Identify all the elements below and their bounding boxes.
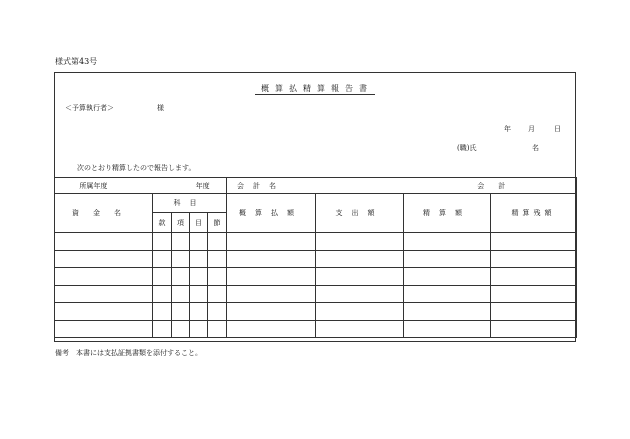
table-cell-setsu: [208, 285, 227, 303]
table-cell-kan: [153, 233, 172, 251]
date-day-label: 日: [554, 125, 561, 133]
advance-amount-header: 概算払額: [227, 194, 316, 233]
table-cell-expense: [316, 250, 404, 268]
table-cell-fund: [55, 285, 153, 303]
table-cell-balance: [491, 268, 577, 286]
table-cell-advance: [227, 320, 316, 338]
table-cell-advance: [227, 268, 316, 286]
table-cell-fund: [55, 233, 153, 251]
table-cell-setsu: [208, 303, 227, 321]
date-month-label: 月: [528, 125, 535, 133]
remarks-text: 備考 本書には支払証拠書類を添付すること。: [55, 349, 202, 357]
table-cell-advance: [227, 233, 316, 251]
table-row: [55, 268, 577, 286]
table-cell-fund: [55, 268, 153, 286]
table-cell-expense: [316, 285, 404, 303]
table-cell-advance: [227, 285, 316, 303]
table-cell-kou: [172, 285, 190, 303]
honorific-label: 様: [157, 104, 164, 112]
table-cell-kou: [172, 233, 190, 251]
table-cell-setsu: [208, 320, 227, 338]
table-cell-settle: [404, 233, 491, 251]
settlement-amount-header: 精算額: [404, 194, 491, 233]
setsu-header: 節: [208, 213, 227, 233]
table-cell-settle: [404, 268, 491, 286]
table-cell-balance: [491, 320, 577, 338]
table-cell-settle: [404, 320, 491, 338]
table-cell-expense: [316, 268, 404, 286]
date-year-label: 年: [504, 125, 511, 133]
fund-name-header: 資金名: [55, 194, 153, 233]
subject-header: 科目: [153, 194, 227, 213]
fiscal-year-unit: 年度: [195, 181, 210, 190]
table-cell-balance: [491, 250, 577, 268]
report-form: [54, 72, 576, 342]
table-header-row-1: [55, 178, 577, 194]
account-name-label: 会計名: [237, 181, 286, 190]
expense-amount-header: 支出額: [316, 194, 404, 233]
table-cell-advance: [227, 250, 316, 268]
table-cell-expense: [316, 233, 404, 251]
report-table: [54, 177, 577, 338]
table-cell-kou: [172, 250, 190, 268]
table-cell-setsu: [208, 233, 227, 251]
table-cell-kan: [153, 250, 172, 268]
kan-header: 款: [153, 213, 172, 233]
table-cell-moku: [190, 268, 208, 286]
table-row: [55, 320, 577, 338]
table-cell-balance: [491, 233, 577, 251]
table-body: [55, 233, 577, 338]
table-cell-moku: [190, 233, 208, 251]
table-row: [55, 233, 577, 251]
table-cell-balance: [491, 285, 577, 303]
table-cell-setsu: [208, 250, 227, 268]
table-cell-kan: [153, 268, 172, 286]
fiscal-year-label: 所属年度: [79, 181, 108, 190]
account-name-cell: [227, 178, 577, 194]
table-cell-kou: [172, 320, 190, 338]
table-cell-setsu: [208, 268, 227, 286]
table-cell-expense: [316, 320, 404, 338]
report-title: 概算払精算報告書: [55, 83, 575, 94]
balance-amount-header: 精算残額: [491, 194, 577, 233]
table-cell-kan: [153, 303, 172, 321]
table-cell-moku: [190, 250, 208, 268]
table-row: [55, 250, 577, 268]
form-number: 様式第43号: [55, 57, 98, 66]
table-cell-kou: [172, 303, 190, 321]
moku-header: 目: [190, 213, 208, 233]
table-cell-expense: [316, 303, 404, 321]
table-cell-balance: [491, 303, 577, 321]
table-header-row-2: [55, 194, 577, 213]
table-cell-moku: [190, 303, 208, 321]
table-cell-settle: [404, 250, 491, 268]
table-cell-moku: [190, 285, 208, 303]
table-cell-kou: [172, 268, 190, 286]
kou-header: 項: [172, 213, 190, 233]
addressee-label: ＜予算執行者＞: [65, 104, 114, 112]
table-cell-advance: [227, 303, 316, 321]
table-cell-kan: [153, 285, 172, 303]
fiscal-year-cell: [55, 178, 227, 194]
signer-name-label: 名: [532, 144, 539, 152]
table-row: [55, 285, 577, 303]
signer-title-label: (職)氏: [457, 144, 477, 152]
table-cell-fund: [55, 250, 153, 268]
intro-text: 次のとおり精算したので報告します。: [77, 164, 196, 172]
table-cell-settle: [404, 303, 491, 321]
table-cell-moku: [190, 320, 208, 338]
table-cell-kan: [153, 320, 172, 338]
table-cell-settle: [404, 285, 491, 303]
table-cell-fund: [55, 303, 153, 321]
table-cell-fund: [55, 320, 153, 338]
table-row: [55, 303, 577, 321]
account-label: 会計: [477, 181, 520, 190]
